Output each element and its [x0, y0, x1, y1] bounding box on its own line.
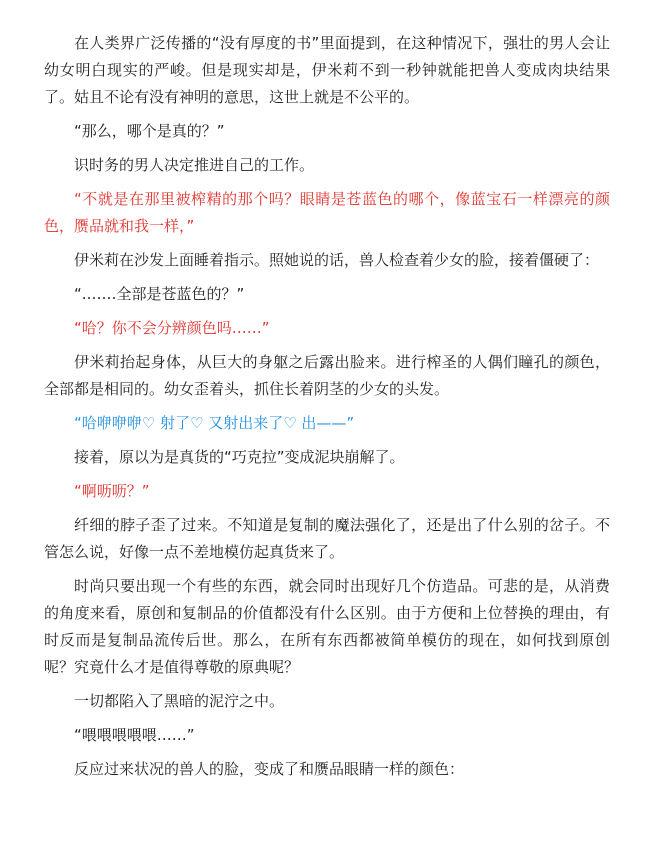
body-text	[44, 30, 610, 790]
paragraph: 时尚只要出现一个有些的东西，就会同时出现好几个仿造品。可悲的是，从消费的角度来看，原创和复制品的价值都没有什么区别。由于方便和上位替换的理由，有时反而是复制品流传后世。那么，在所有东西都被简单模仿的现在，如何找到原创呢？究竟什么才是值得尊敬的原典呢？	[44, 577, 610, 676]
paragraph: 识时务的男人决定推进自己的工作。	[74, 156, 315, 174]
dialogue-line: “.……全部是苍蓝色的？”	[74, 285, 245, 303]
paragraph: 反应过来状况的兽人的脸，变成了和赝品眼睛一样的颜色：	[74, 760, 465, 778]
paragraph: 在人类界广泛传播的“没有厚度的书”里面提到，在这种情况下，强壮的男人会让幼女明白现实的严峻。但是现实却是，伊米莉不到一秒钟就能把兽人变成肉块结果了。姑且不论有没有神明的意思，这世上就是不公平的。	[44, 34, 610, 106]
paragraph: 接着，原以为是真货的“巧克拉”变成泥块崩解了。	[74, 448, 405, 466]
dialogue-line-red: “不就是在那里被榨精的那个吗？眼睛是苍蓝色的哪个，像蓝宝石一样漂亮的颜色，赝品就和我一样，”	[44, 190, 610, 235]
dialogue-line: “那么，哪个是真的？”	[74, 122, 225, 140]
paragraph: 一切都陷入了黑暗的泥泞之中。	[74, 692, 285, 710]
dialogue-line-red: “哈？你不会分辨颜色吗……”	[74, 319, 270, 337]
paragraph: 伊米莉抬起身体，从巨大的身躯之后露出脸来。进行榨圣的人偶们瞳孔的颜色，全部都是相同的。幼女歪着头，抓住长着阴茎的少女的头发。	[44, 353, 610, 398]
dialogue-line-red: “啊呖呖？”	[74, 482, 150, 500]
paragraph: 纤细的脖子歪了过来。不知道是复制的魔法强化了，还是出了什么别的岔子。不管怎么说，好像一点不差地模仿起真货来了。	[44, 516, 610, 561]
dialogue-line-blue: “哈咿咿咿♡ 射了♡ 又射出来了♡ 出——”	[74, 414, 355, 432]
paragraph: 伊米莉在沙发上面睡着指示。照她说的话，兽人检查着少女的脸，接着僵硬了：	[74, 251, 600, 269]
dialogue-line: “喂喂喂喂喂……”	[74, 726, 195, 744]
